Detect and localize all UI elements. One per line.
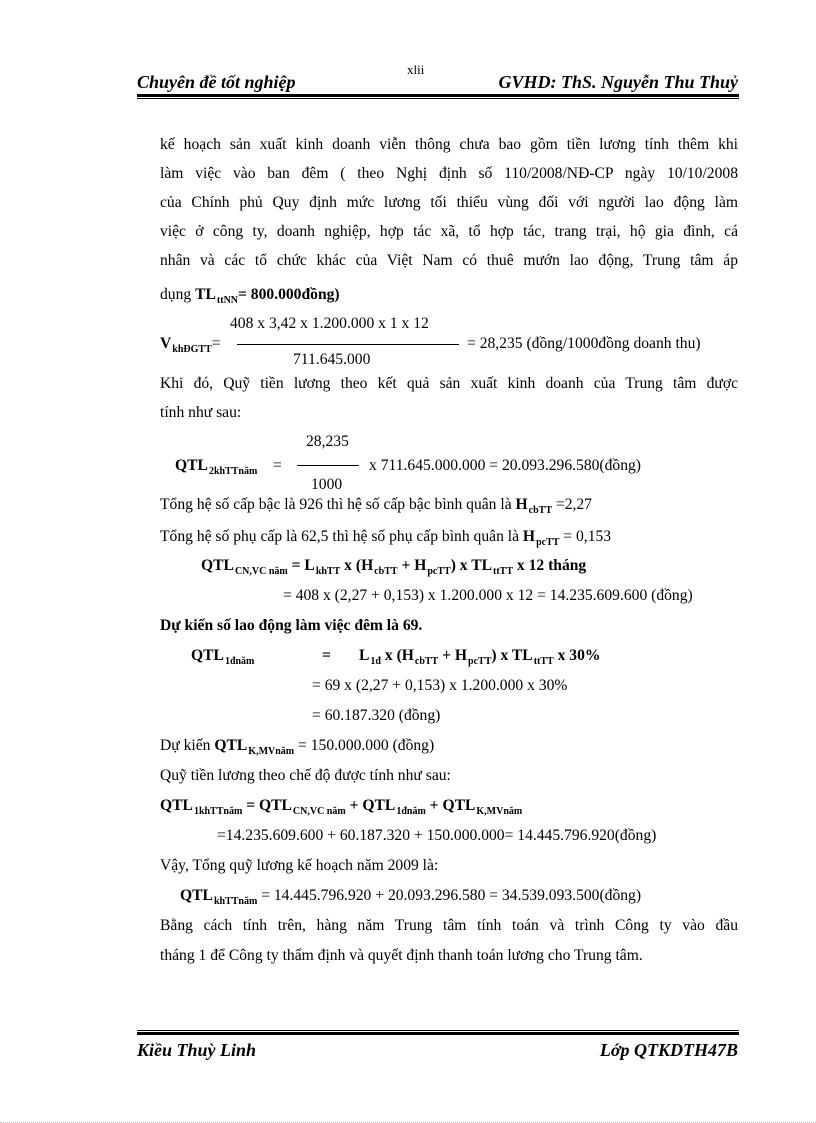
formula-ld-l: L <box>359 647 370 664</box>
footer-class: Lớp QTKDTH47B <box>599 1040 738 1060</box>
formula-cnvc-line-2: = 408 x (2,27 + 0,153) x 1.200.000 x 12 = 14.235.609.600 (đồng) <box>283 587 693 604</box>
formula-cnvc-h1-sub: cbTT <box>374 566 398 577</box>
formula-cnvc-tl-sub: ttTT <box>493 566 514 577</box>
formula-cnvc-line-1 <box>201 556 586 582</box>
formula-v-sub: khĐGTT <box>172 344 212 355</box>
formula-cnvc-qtl-sub: CN,VC năm <box>234 566 288 577</box>
vay-tong-quy: Vậy, Tổng quỹ lương kế hoạch năm 2009 là: <box>160 857 439 874</box>
line6-prefix: dụng <box>160 286 196 303</box>
du-kien-qtl-kmv <box>160 736 434 762</box>
quy-che-do-heading: Quỹ tiền lương theo chế độ được tính như sau: <box>160 767 451 784</box>
formula-cnvc-l-sub: khTT <box>315 566 341 577</box>
formula-v-fraction-bar <box>237 344 459 345</box>
formula-sum-c-sub: K,MVnăm <box>476 806 523 817</box>
hs-phu-cap-line <box>160 527 611 553</box>
formula-v-result: = 28,235 (đồng/1000đồng doanh thu) <box>467 335 701 352</box>
paragraph-1-line-1: kế hoạch sản xuất kinh doanh viễn thông chưa bao gồm tiền lương tính thêm khi <box>160 136 738 153</box>
formula-sum-line-2: =14.235.609.600 + 60.187.320 + 150.000.000= 14.445.796.920(đồng) <box>217 827 657 844</box>
line6-sub: ttNN <box>216 295 239 306</box>
formula-qtl2-result: x 711.645.000.000 = 20.093.296.580(đồng) <box>369 457 641 474</box>
header-left-title: Chuyên đề tốt nghiệp <box>137 72 296 92</box>
paragraph-2-line-2: tính như sau: <box>160 404 242 421</box>
formula-total-sub: khTTnăm <box>213 896 258 907</box>
formula-ld-rhs <box>359 646 600 672</box>
formula-ld-close: ) x TL <box>491 647 533 664</box>
formula-cnvc-plus: + H <box>397 557 427 574</box>
formula-ld-eq: = <box>322 647 331 664</box>
paragraph-1-line-5: nhân và các tổ chức khác của Việt Nam có thuê mướn lao động, Trung tâm áp <box>160 252 738 269</box>
line6-value: = 800.000đồng) <box>238 286 340 303</box>
formula-ld-qtl-sub: 1đnăm <box>224 656 255 667</box>
formula-v-symbol: V <box>160 335 172 352</box>
formula-ld-line-2: = 69 x (2,27 + 0,153) x 1.200.000 x 30% <box>312 677 568 694</box>
hs-cap-bac-text: Tổng hệ số cấp bậc là 926 thì hệ số cấp bậc bình quân là <box>160 496 516 513</box>
hs-phu-cap-symbol: H <box>522 528 536 545</box>
line6-tl: TL <box>195 286 216 303</box>
hs-cap-bac-value: =2,27 <box>552 496 592 513</box>
formula-sum-a-sub: CN,VC năm <box>292 806 346 817</box>
formula-ld-tail: x 30% <box>553 647 601 664</box>
formula-cnvc-tail: x 12 tháng <box>513 557 587 574</box>
formula-qtl2-denominator: 1000 <box>311 476 343 493</box>
formula-total-qtl: QTL <box>180 887 213 904</box>
formula-sum-line-1 <box>160 796 522 822</box>
formula-ld-h1-sub: cbTT <box>414 656 439 667</box>
du-kien-qtl-sub: K,MVnăm <box>248 746 295 757</box>
formula-ld-tl-sub: ttTT <box>533 656 554 667</box>
header-rule-thick <box>137 94 739 97</box>
formula-v-lhs <box>160 334 221 360</box>
formula-qtl2-numerator: 28,235 <box>306 433 349 450</box>
hs-phu-cap-sub: pcTT <box>536 537 560 548</box>
formula-total-line <box>180 886 641 912</box>
formula-sum-plus2: + QTL <box>425 797 476 814</box>
formula-total-value: = 14.445.796.920 + 20.093.296.580 = 34.539.093.500(đồng) <box>257 887 642 904</box>
du-kien-qtl-symbol: QTL <box>214 737 248 754</box>
formula-v-eq: = <box>211 335 221 352</box>
formula-qtl2-fraction-bar <box>297 465 359 466</box>
paragraph-1-line-2: làm việc vào ban đêm ( theo Nghị định số 110/2008/NĐ-CP ngày 10/10/2008 <box>160 165 738 182</box>
formula-cnvc-close: ) x TL <box>450 557 493 574</box>
formula-ld-plus: + H <box>438 647 468 664</box>
formula-ld-line-3: = 60.187.320 (đồng) <box>312 707 441 724</box>
formula-cnvc-qtl: QTL <box>201 557 234 574</box>
du-kien-value: = 150.000.000 (đồng) <box>294 737 435 754</box>
formula-qtl2-lhs <box>175 456 257 482</box>
formula-ld-qtl <box>191 646 254 672</box>
hs-cap-bac-symbol: H <box>515 496 528 513</box>
paragraph-end-line-1: Bằng cách tính trên, hàng năm Trung tâm tính toán và trình Công ty vào đầu <box>160 917 738 934</box>
formula-sum-plus1: + QTL <box>345 797 396 814</box>
paragraph-end-line-2: tháng 1 để Công ty thẩm định và quyết định thanh toán lương cho Trung tâm. <box>160 947 643 964</box>
formula-cnvc-x1: x (H <box>340 557 374 574</box>
formula-qtl2-eq: = <box>273 457 282 474</box>
formula-v-numerator: 408 x 3,42 x 1.200.000 x 1 x 12 <box>230 315 429 332</box>
paragraph-1-line-6 <box>160 285 340 311</box>
hs-phu-cap-text: Tổng hệ số phụ cấp là 62,5 thì hệ số phụ cấp bình quân là <box>160 528 523 545</box>
paragraph-2-line-1: Khi đó, Quỹ tiền lương theo kết quả sản xuất kinh doanh của Trung tâm được <box>160 375 738 392</box>
paragraph-1-line-4: việc ở công ty, doanh nghiệp, hợp tác xã, tổ hợp tác, trang trại, hộ gia đình, cá <box>160 223 738 240</box>
hs-phu-cap-value: = 0,153 <box>559 528 612 545</box>
header-right-advisor: GVHD: ThS. Nguyễn Thu Thuỷ <box>498 72 738 92</box>
formula-sum-qtl-sub: 1khTTnăm <box>193 806 243 817</box>
formula-v-denominator: 711.645.000 <box>293 351 371 368</box>
du-kien-prefix: Dự kiến <box>160 737 215 754</box>
hs-cap-bac-sub: cbTT <box>528 505 552 516</box>
du-kien-lao-dong-dem: Dự kiến số lao động làm việc đêm là 69. <box>160 617 423 634</box>
formula-ld-l-sub: 1đ <box>370 656 381 667</box>
formula-qtl2-sub: 2khTTnăm <box>208 466 258 477</box>
formula-ld-h2-sub: pcTT <box>468 656 492 667</box>
footer-author: Kiều Thuỳ Linh <box>137 1040 257 1060</box>
formula-qtl2-symbol: QTL <box>175 457 208 474</box>
formula-sum-qtl: QTL <box>160 797 193 814</box>
formula-sum-eq: = QTL <box>242 797 292 814</box>
header-rule-thin <box>137 98 739 99</box>
hs-cap-bac-line <box>160 495 592 521</box>
page-number: xlii <box>407 62 425 77</box>
formula-ld-x1: x (H <box>380 647 414 664</box>
formula-sum-b-sub: 1đnăm <box>396 806 426 817</box>
footer-rule-thin <box>137 1030 739 1031</box>
formula-ld-qtl-symbol: QTL <box>191 647 224 664</box>
formula-cnvc-h2-sub: pcTT <box>427 566 451 577</box>
footer-rule-thick <box>137 1032 739 1035</box>
paragraph-1-line-3: của Chính phủ Quy định mức lương tối thiểu vùng đối với người lao động làm <box>160 194 738 211</box>
formula-cnvc-eq: = L <box>287 557 315 574</box>
